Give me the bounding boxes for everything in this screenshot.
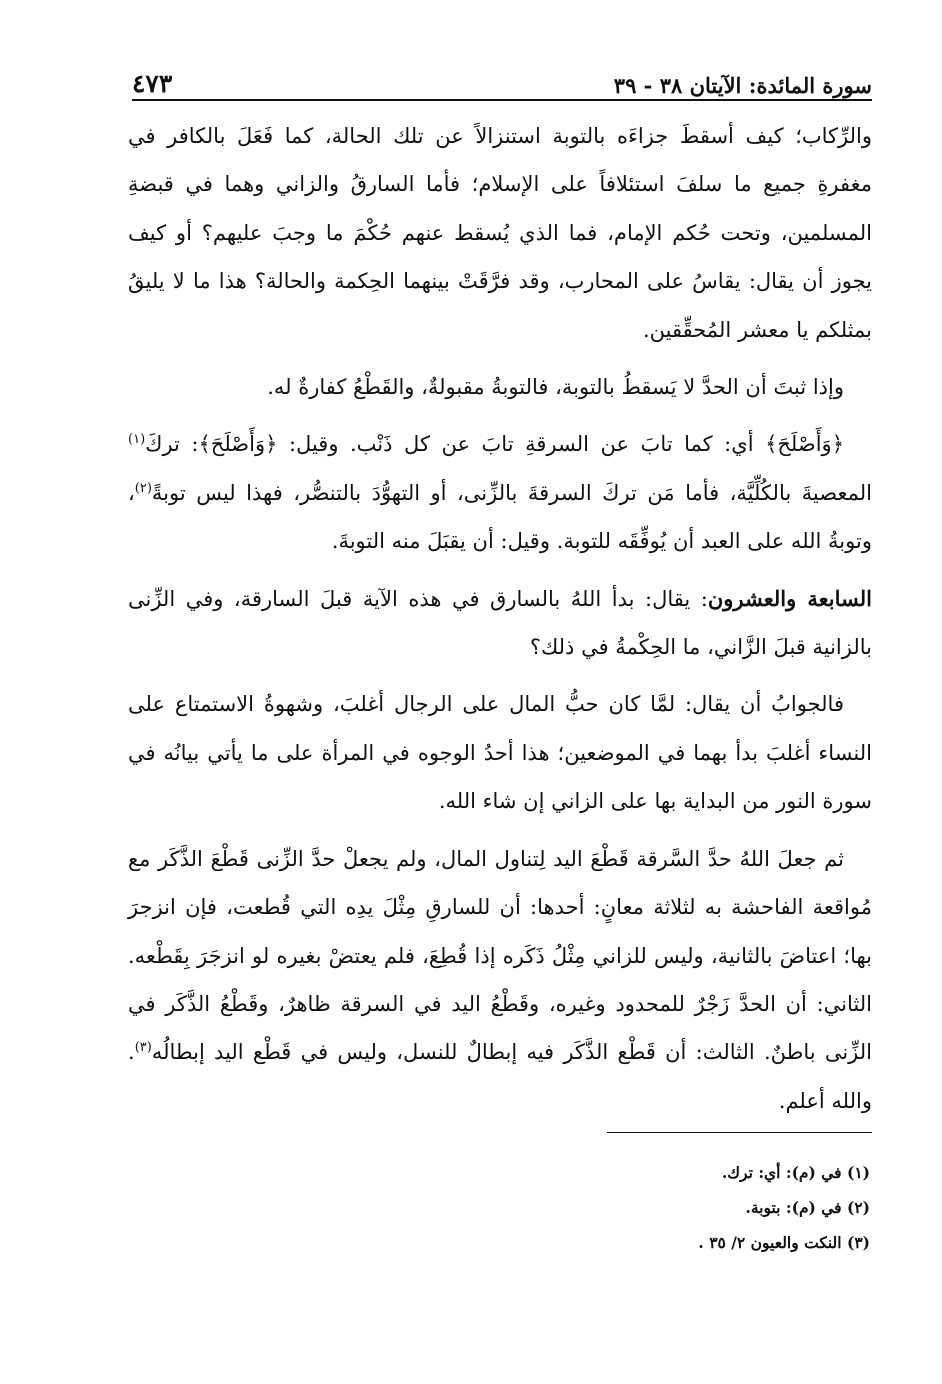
- footnote-1: (١) في (م): أي: ترك.: [721, 1163, 870, 1182]
- footnote-ref-2[interactable]: (٢): [134, 480, 152, 496]
- header-rule: [132, 99, 872, 101]
- footnote-separator: [607, 1132, 872, 1133]
- footnote-3: (٣) النكت والعيون ٢/ ٣٥ .: [698, 1233, 870, 1252]
- footnote-ref-1[interactable]: (١): [128, 432, 146, 448]
- footnotes: [520, 1155, 870, 1260]
- main-text: [128, 112, 872, 1125]
- footnote-ref-3[interactable]: (٣): [134, 1040, 152, 1056]
- running-title: سورة المائدة: الآيتان ٣٨ - ٣٩: [613, 73, 872, 98]
- footnote-2: (٢) في (م): بتوبة.: [745, 1198, 870, 1217]
- paragraph-3: [128, 420, 872, 565]
- paragraph-1: والرِّكاب؛ كيف أسقطَ جزاءَه بالتوبة استنزالاً عن تلك الحالة، كما فَعَلَ بالكافر في مغفرةِ جميع ما سلفَ استئلافاً على الإسلام؛ فأما السارقُ والزاني وهما في قبضةِ المسلمين، وتحت حُكم الإمام، فما الذي يُسقط عنهم حُكْمَ ما وجبَ عليهم؟ أو كيف يجوز أن يقال: يقاسُ على المحارب، وقد فرَّقَتْ بينهما الحِكمة والحالة؟ هذا ما لا يليقُ بمثلكم يا معشر المُحقِّقين.: [128, 124, 872, 342]
- paragraph-6-text-a: ثم جعلَ اللهُ حدَّ السَّرقة قَطْعَ اليد لِتناول المال، ولم يجعلْ حدَّ الزِّنى قَطْعَ الذَّكَر مع مُواقعة الفاحشة به لثلاثة معانٍ: أحدها: أن للسارقِ مِثْلَ يدِه التي قُطعت، فإن انزجرَ بها؛ اعتاضَ بالثانية، وليس للزاني مِثْلُ ذَكَره إذا قُطِعَ، فلم يعتضْ بغيره لو انزجَرَ بِقَطْعه. الثاني: أن الحدَّ زَجْرٌ للمحدود وغيره، وقَطْعُ اليد في السرقة ظاهرٌ، وقَطْعُ الذَّكَر في الزِّنى باطنٌ. الثالث: أن قَطْع الذَّكَر فيه إبطالٌ للنسل، وليس في قَطْع اليد إبطالُه: [128, 846, 872, 1065]
- paragraph-6: [128, 835, 872, 1125]
- section-heading: السابعة والعشرون: [707, 585, 872, 611]
- paragraph-6-text-b: . والله أعلم.: [128, 1040, 872, 1113]
- paragraph-4-text: : يقال: بدأ اللهُ بالسارق في هذه الآية قبلَ السارقة، وفي الزِّنى بالزانية قبلَ الزَّاني، ما الحِكْمةُ في ذلك؟: [128, 586, 872, 660]
- page-header: [132, 58, 872, 98]
- paragraph-3-text-a: ﴿وَأَصْلَحَ﴾ أي: كما تابَ عن السرقةِ تابَ عن كل ذَنْب. وقيل: ﴿وَأَصْلَحَ﴾: تركَ: [145, 432, 844, 457]
- paragraph-4: [128, 575, 872, 672]
- paragraph-3-text-b: المعصيةَ بالكُلِّيَّة، فأما مَن تركَ السرقةَ بالزِّنى، أو التهوُّدَ بالتنصُّر، فهذا ليس توبةً: [151, 480, 872, 505]
- paragraph-3-text-c: ، وتوبةُ الله على العبد أن يُوفِّقَه للتوبة. وقيل: أن يقبَلَ منه التوبةَ.: [128, 480, 872, 554]
- paragraph-5: فالجوابُ أن يقال: لمَّا كان حبُّ المال على الرجال أغلبَ، وشهوةُ الاستمتاع على النساء أغلبَ بدأ بهما في الموضعين؛ هذا أحدُ الوجوه في المرأة على ما يأتي بيانُه في سورة النور من البداية بها على الزاني إن شاء الله.: [128, 692, 872, 814]
- paragraph-2: وإذا ثبتَ أن الحدَّ لا يَسقطُ بالتوبة، فالتوبةُ مقبولةٌ، والقَطْعُ كفارةٌ له.: [267, 375, 844, 400]
- page-number: ٤٧٣: [132, 69, 173, 98]
